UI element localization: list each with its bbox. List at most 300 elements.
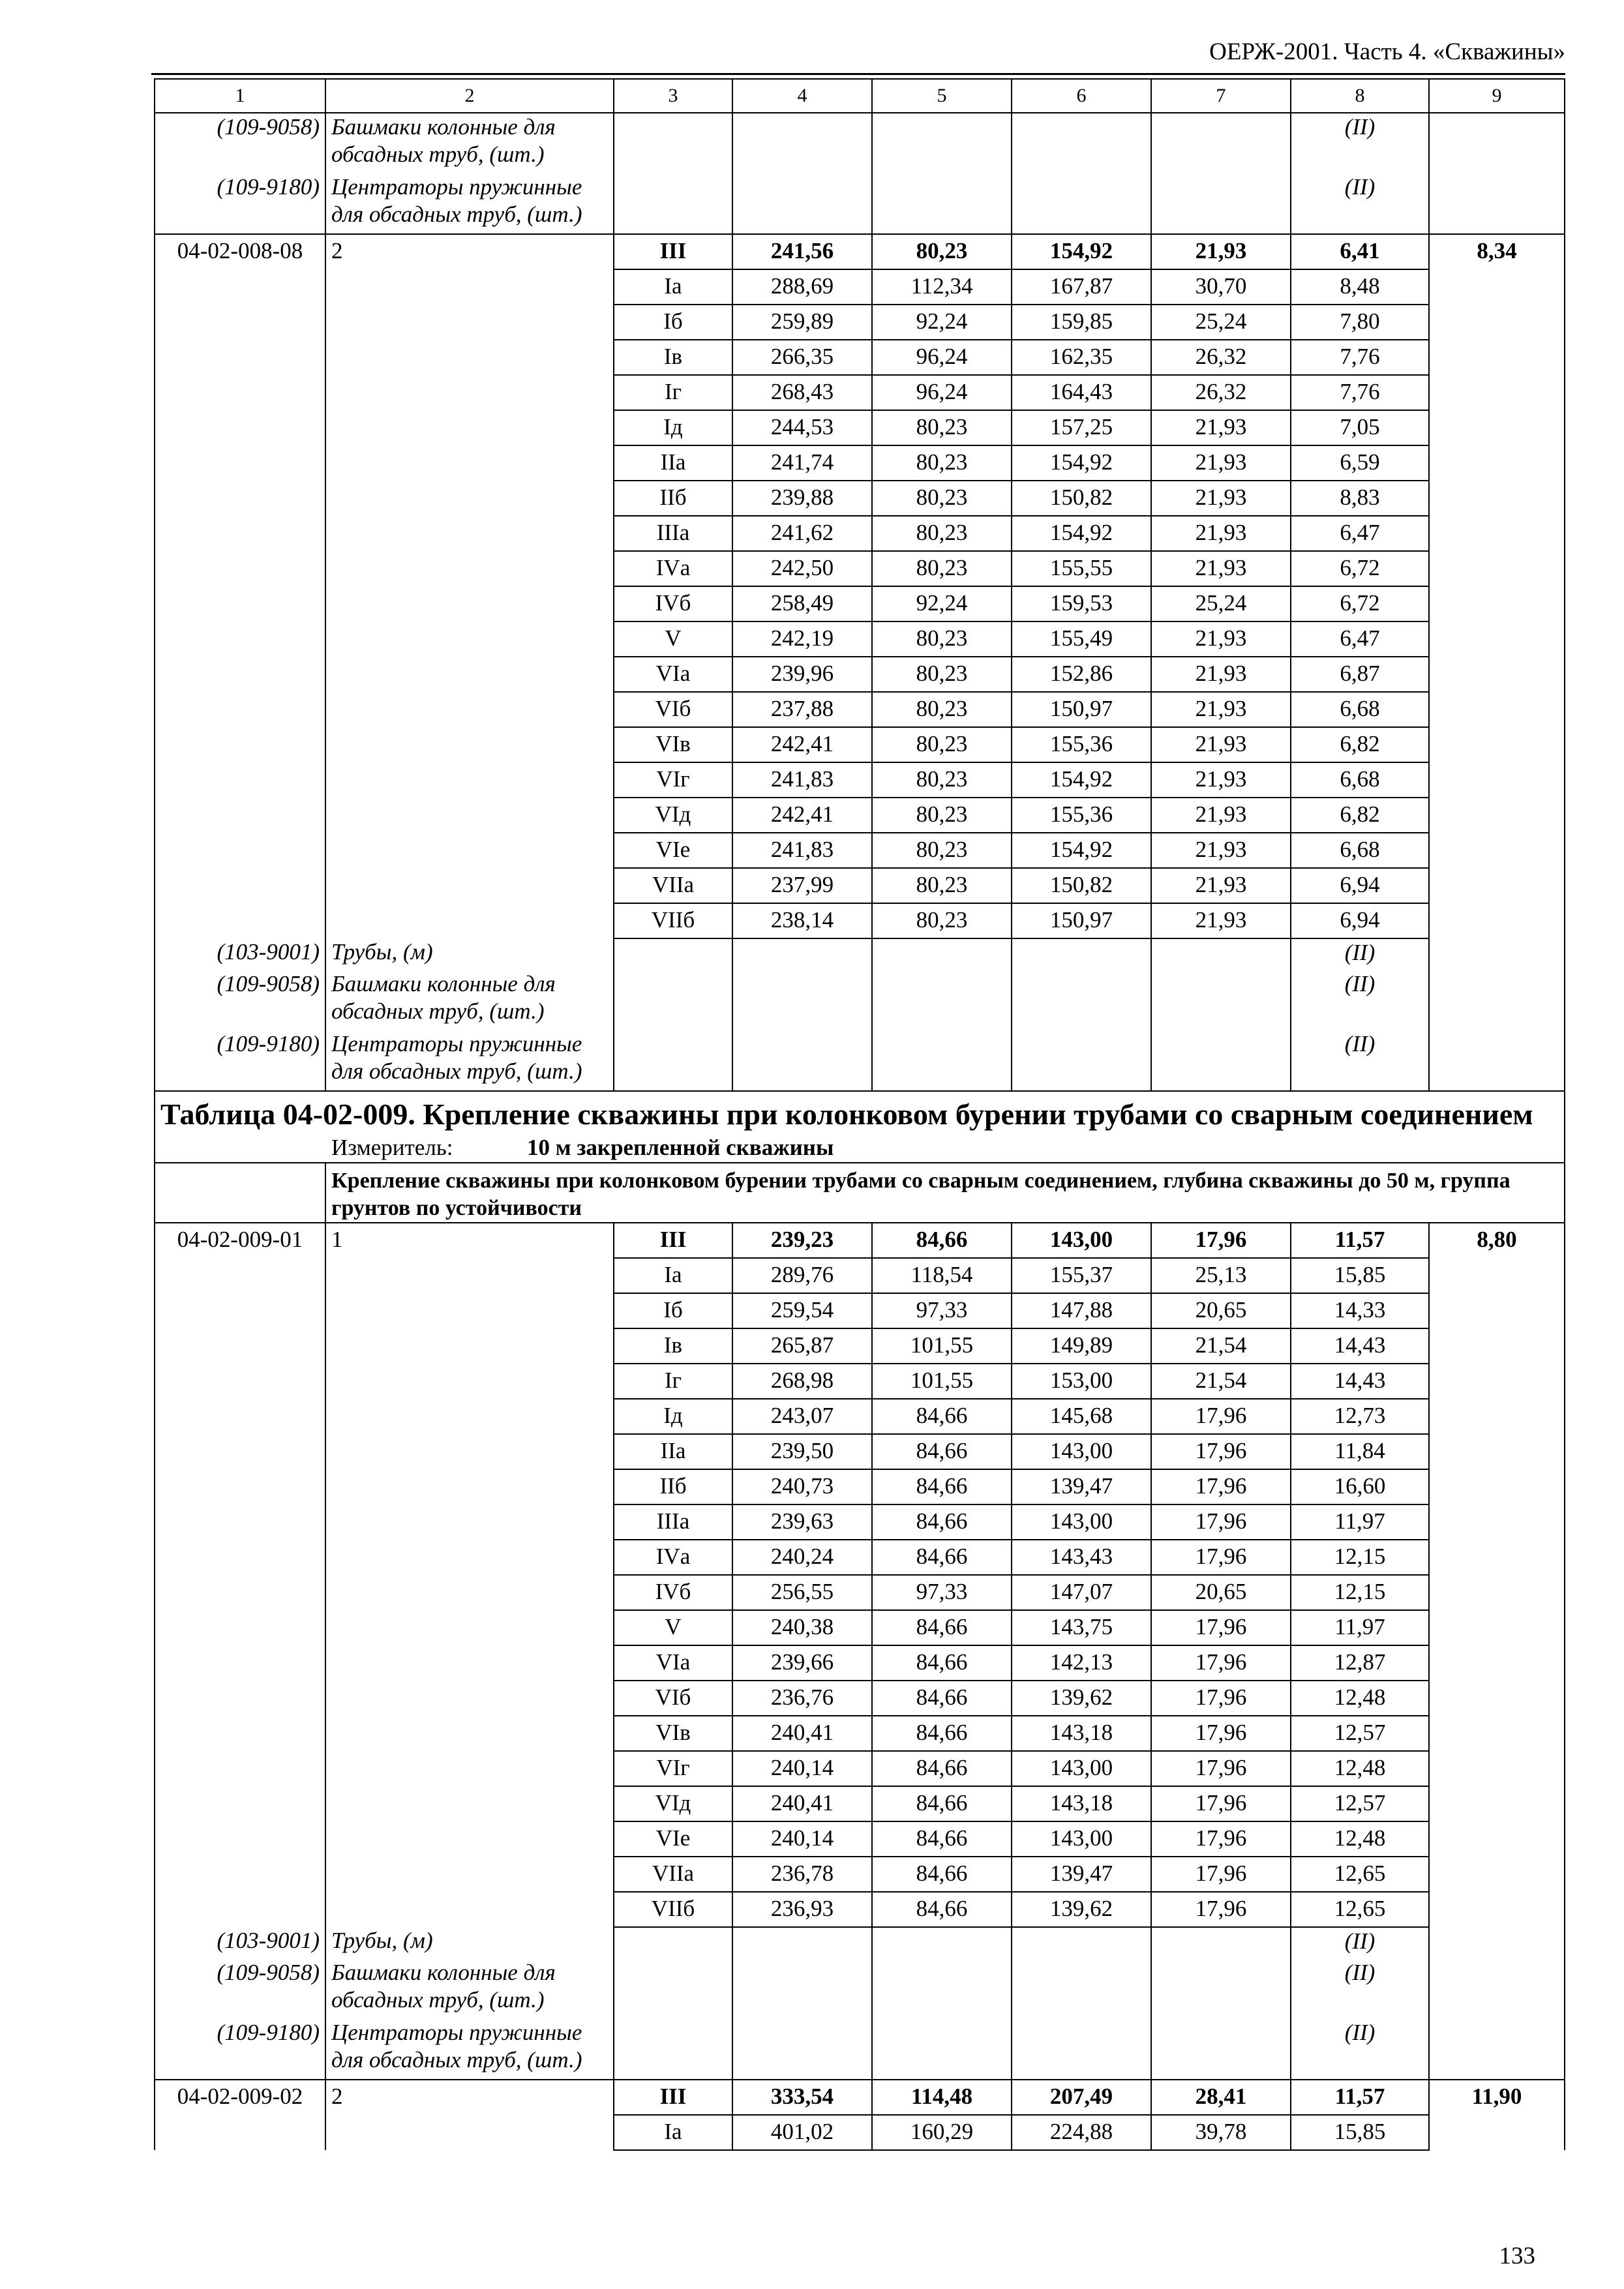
region-code: Iд [614,410,732,445]
resource-name [325,2019,614,2080]
empty-cell [872,1927,1012,1959]
norm-row [155,551,1565,586]
machine-cost: 143,00 [1012,1504,1151,1540]
machine-cost: 154,92 [1012,234,1151,269]
operator-wages: 20,65 [1151,1575,1291,1610]
empty-cell [325,621,614,657]
total-cost: 237,88 [732,692,872,727]
labor-cost: 84,66 [872,1751,1012,1786]
empty-cell [1012,1927,1151,1959]
labor-cost: 80,23 [872,445,1012,481]
machine-cost: 154,92 [1012,516,1151,551]
norm-row [155,1821,1565,1857]
labor-cost: 92,24 [872,305,1012,340]
resource-row [155,113,1565,173]
empty-cell [1429,1399,1565,1434]
empty-cell [325,762,614,798]
operator-wages: 17,96 [1151,1716,1291,1751]
resource-name-line: Трубы, (м) [331,939,433,965]
operator-wages: 21,93 [1151,798,1291,833]
empty-cell [155,1716,325,1751]
resource-row [155,173,1565,234]
norm-row [155,1223,1565,1258]
labor-cost: 80,23 [872,234,1012,269]
norm-row [155,340,1565,375]
empty-cell [155,1681,325,1716]
norm-row [155,657,1565,692]
machine-cost: 162,35 [1012,340,1151,375]
region-code: VIв [614,1716,732,1751]
empty-cell [325,657,614,692]
empty-cell [1429,1540,1565,1575]
materials-cost: 7,05 [1291,410,1429,445]
col-number: 8 [1291,79,1429,113]
total-cost: 240,73 [732,1469,872,1504]
norm-row [155,410,1565,445]
empty-cell [325,551,614,586]
total-cost: 333,54 [732,2080,872,2115]
empty-cell [614,1959,732,2019]
machine-cost: 147,07 [1012,1575,1151,1610]
region-code: VIб [614,692,732,727]
col-number: 6 [1012,79,1151,113]
empty-cell [1429,1610,1565,1645]
region-code: IIIа [614,1504,732,1540]
machine-cost: 154,92 [1012,762,1151,798]
total-cost: 241,74 [732,445,872,481]
empty-cell [325,481,614,516]
materials-cost: 6,68 [1291,762,1429,798]
labor-cost: 92,24 [872,586,1012,621]
total-cost: 239,23 [732,1223,872,1258]
total-cost: 239,96 [732,657,872,692]
total-cost: 259,54 [732,1293,872,1328]
operator-wages: 17,96 [1151,1751,1291,1786]
empty-cell [155,727,325,762]
labor-cost: 84,66 [872,1821,1012,1857]
empty-cell [325,1610,614,1645]
norm-code: 04-02-008-08 [155,234,325,269]
empty-cell [325,1504,614,1540]
region-code: VIд [614,798,732,833]
norm-row [155,305,1565,340]
empty-cell [325,1364,614,1399]
region-code: VIа [614,1645,732,1681]
empty-cell [1012,970,1151,1030]
empty-cell [872,173,1012,234]
empty-cell [155,1399,325,1434]
machine-cost: 155,55 [1012,551,1151,586]
norm-row [155,2080,1565,2115]
empty-cell [325,1328,614,1364]
region-code: Iа [614,1258,732,1293]
norm-row [155,1645,1565,1681]
materials-cost: 8,83 [1291,481,1429,516]
empty-cell [1429,481,1565,516]
empty-cell [325,1716,614,1751]
operator-wages: 21,93 [1151,657,1291,692]
empty-cell [325,445,614,481]
empty-cell [1429,2019,1565,2080]
rates-table [154,78,1565,2151]
region-code: VIг [614,1751,732,1786]
labor-cost: 118,54 [872,1258,1012,1293]
empty-cell [872,938,1012,970]
empty-cell [155,1293,325,1328]
norm-row [155,269,1565,305]
machine-cost: 154,92 [1012,445,1151,481]
labor-hours: 8,34 [1429,234,1565,269]
empty-cell [732,970,872,1030]
labor-cost: 80,23 [872,833,1012,868]
operator-wages: 21,93 [1151,833,1291,868]
resource-name [325,1030,614,1091]
empty-cell [155,1645,325,1681]
empty-cell [1429,833,1565,868]
empty-cell [325,727,614,762]
empty-cell [325,1892,614,1927]
materials-cost: 12,65 [1291,1857,1429,1892]
empty-cell [155,1504,325,1540]
header-rule [151,73,1565,75]
resource-class: (II) [1291,2019,1429,2080]
empty-cell [325,1293,614,1328]
empty-cell [155,1892,325,1927]
resource-class: (II) [1291,938,1429,970]
region-code: IVб [614,586,732,621]
machine-cost: 157,25 [1012,410,1151,445]
operator-wages: 20,65 [1151,1293,1291,1328]
total-cost: 244,53 [732,410,872,445]
labor-cost: 84,66 [872,1716,1012,1751]
resource-name-line: Башмаки колонные для [331,971,556,996]
total-cost: 266,35 [732,340,872,375]
empty-cell [1429,375,1565,410]
total-cost: 265,87 [732,1328,872,1364]
total-cost: 258,49 [732,586,872,621]
materials-cost: 7,80 [1291,305,1429,340]
materials-cost: 15,85 [1291,1258,1429,1293]
operator-wages: 17,96 [1151,1645,1291,1681]
machine-cost: 150,97 [1012,903,1151,938]
operator-wages: 17,96 [1151,1223,1291,1258]
empty-cell [1429,1575,1565,1610]
machine-cost: 159,85 [1012,305,1151,340]
norm-row [155,833,1565,868]
measure-label: Измеритель: [331,1135,453,1160]
materials-cost: 12,48 [1291,1821,1429,1857]
region-code: IVб [614,1575,732,1610]
materials-cost: 6,41 [1291,234,1429,269]
norm-row [155,1364,1565,1399]
operator-wages: 25,13 [1151,1258,1291,1293]
labor-cost: 80,23 [872,657,1012,692]
empty-cell [155,1364,325,1399]
region-code: VIIа [614,1857,732,1892]
labor-cost: 80,23 [872,798,1012,833]
region-code: V [614,1610,732,1645]
empty-cell [1429,868,1565,903]
machine-cost: 167,87 [1012,269,1151,305]
norm-row [155,1328,1565,1364]
resource-class: (II) [1291,1927,1429,1959]
empty-cell [325,692,614,727]
operator-wages: 21,93 [1151,481,1291,516]
machine-cost: 152,86 [1012,657,1151,692]
empty-cell [1012,1030,1151,1091]
empty-cell [155,1821,325,1857]
machine-cost: 150,82 [1012,481,1151,516]
operator-wages: 26,32 [1151,375,1291,410]
empty-cell [614,938,732,970]
materials-cost: 7,76 [1291,375,1429,410]
machine-cost: 147,88 [1012,1293,1151,1328]
empty-cell [325,305,614,340]
region-code: III [614,234,732,269]
empty-cell [872,1030,1012,1091]
empty-cell [325,375,614,410]
norm-row [155,516,1565,551]
machine-cost: 150,82 [1012,868,1151,903]
region-code: VIб [614,1681,732,1716]
page-number: 133 [1499,2243,1535,2269]
labor-cost: 114,48 [872,2080,1012,2115]
operator-wages: 17,96 [1151,1399,1291,1434]
operator-wages: 21,54 [1151,1364,1291,1399]
materials-cost: 6,87 [1291,657,1429,692]
materials-cost: 6,82 [1291,798,1429,833]
empty-cell [1429,798,1565,833]
region-code: IIIа [614,516,732,551]
labor-cost: 96,24 [872,340,1012,375]
empty-cell [1429,1328,1565,1364]
resource-code: (109-9180) [155,2019,325,2080]
machine-cost: 145,68 [1012,1399,1151,1434]
empty-cell [325,1540,614,1575]
resource-class: (II) [1291,1959,1429,2019]
labor-cost: 80,23 [872,903,1012,938]
materials-cost: 14,43 [1291,1328,1429,1364]
region-code: IVа [614,551,732,586]
labor-cost: 80,23 [872,692,1012,727]
machine-cost: 139,47 [1012,1469,1151,1504]
operator-wages: 25,24 [1151,305,1291,340]
region-code: VIд [614,1786,732,1821]
empty-cell [614,970,732,1030]
norm-row [155,1857,1565,1892]
empty-cell [155,375,325,410]
empty-cell [1429,692,1565,727]
empty-cell [155,1434,325,1469]
resource-class: (II) [1291,113,1429,173]
total-cost: 240,14 [732,1821,872,1857]
resource-name-line: обсадных труб, (шт.) [331,1987,545,2012]
resource-name-line: для обсадных труб, (шт.) [331,2047,582,2072]
empty-cell [1151,173,1291,234]
labor-cost: 84,66 [872,1645,1012,1681]
total-cost: 242,41 [732,798,872,833]
empty-cell [614,113,732,173]
labor-cost: 96,24 [872,375,1012,410]
labor-cost: 84,66 [872,1786,1012,1821]
total-cost: 243,07 [732,1399,872,1434]
empty-cell [1429,1786,1565,1821]
empty-cell [325,340,614,375]
empty-cell [155,481,325,516]
total-cost: 241,83 [732,833,872,868]
materials-cost: 11,57 [1291,1223,1429,1258]
materials-cost: 6,94 [1291,868,1429,903]
norm-row [155,1258,1565,1293]
region-code: VIIа [614,868,732,903]
labor-cost: 97,33 [872,1293,1012,1328]
materials-cost: 6,59 [1291,445,1429,481]
labor-cost: 112,34 [872,269,1012,305]
materials-cost: 6,72 [1291,586,1429,621]
materials-cost: 11,57 [1291,2080,1429,2115]
empty-cell [155,1328,325,1364]
machine-cost: 155,36 [1012,727,1151,762]
empty-cell [1429,1434,1565,1469]
region-code: VIг [614,762,732,798]
operator-wages: 17,96 [1151,1610,1291,1645]
machine-cost: 143,43 [1012,1540,1151,1575]
resource-row [155,938,1565,970]
machine-cost: 154,92 [1012,833,1151,868]
empty-cell [1429,410,1565,445]
section-row [155,1163,1565,1223]
total-cost: 289,76 [732,1258,872,1293]
empty-cell [1429,551,1565,586]
norm-row [155,375,1565,410]
column-number-row [155,79,1565,113]
empty-cell [155,1857,325,1892]
operator-wages: 21,93 [1151,234,1291,269]
resource-class: (II) [1291,970,1429,1030]
empty-cell [1429,2115,1565,2150]
machine-cost: 143,00 [1012,1223,1151,1258]
machine-cost: 143,18 [1012,1716,1151,1751]
empty-cell [614,2019,732,2080]
empty-cell [1429,621,1565,657]
empty-cell [1429,938,1565,970]
empty-cell [325,1645,614,1681]
materials-cost: 6,68 [1291,833,1429,868]
empty-cell [155,445,325,481]
resource-name-line: Трубы, (м) [331,1928,433,1953]
labor-cost: 84,66 [872,1540,1012,1575]
region-code: Iв [614,340,732,375]
empty-cell [325,1751,614,1786]
empty-cell [1151,1927,1291,1959]
total-cost: 239,66 [732,1645,872,1681]
total-cost: 237,99 [732,868,872,903]
empty-cell [614,1030,732,1091]
empty-cell [155,762,325,798]
total-cost: 239,50 [732,1434,872,1469]
materials-cost: 12,57 [1291,1716,1429,1751]
region-code: IVа [614,1540,732,1575]
total-cost: 236,76 [732,1681,872,1716]
region-code: VIIб [614,903,732,938]
machine-cost: 143,00 [1012,1751,1151,1786]
page-header: ОЕРЖ-2001. Часть 4. «Скважины» [1209,38,1565,65]
empty-cell [872,113,1012,173]
materials-cost: 11,97 [1291,1610,1429,1645]
empty-cell [325,798,614,833]
norm-row [155,903,1565,938]
machine-cost: 155,49 [1012,621,1151,657]
region-code: IIб [614,481,732,516]
machine-cost: 224,88 [1012,2115,1151,2150]
operator-wages: 21,93 [1151,903,1291,938]
resource-code: (103-9001) [155,1927,325,1959]
materials-cost: 12,48 [1291,1681,1429,1716]
norm-row [155,727,1565,762]
norm-row [155,1293,1565,1328]
empty-cell [155,868,325,903]
resource-code: (109-9180) [155,173,325,234]
empty-cell [155,410,325,445]
empty-cell [732,2019,872,2080]
materials-cost: 12,87 [1291,1645,1429,1681]
norm-row [155,798,1565,833]
resource-row [155,1959,1565,2019]
empty-cell [1429,970,1565,1030]
norm-row [155,1540,1565,1575]
empty-cell [155,621,325,657]
region-code: Iд [614,1399,732,1434]
empty-cell [1151,970,1291,1030]
total-cost: 241,56 [732,234,872,269]
norm-row [155,2115,1565,2150]
empty-cell [1012,1959,1151,2019]
empty-cell [1429,1821,1565,1857]
region-code: Iб [614,1293,732,1328]
norm-row [155,692,1565,727]
region-code: III [614,1223,732,1258]
empty-cell [1429,1927,1565,1959]
operator-wages: 21,93 [1151,868,1291,903]
total-cost: 242,50 [732,551,872,586]
operator-wages: 21,93 [1151,551,1291,586]
total-cost: 240,14 [732,1751,872,1786]
empty-cell [872,1959,1012,2019]
region-code: Iа [614,269,732,305]
empty-cell [325,833,614,868]
region-code: Iв [614,1328,732,1364]
empty-cell [1429,1716,1565,1751]
empty-cell [1429,269,1565,305]
machine-cost: 143,00 [1012,1821,1151,1857]
empty-cell [1429,1681,1565,1716]
empty-cell [1429,1857,1565,1892]
empty-cell [732,1927,872,1959]
empty-cell [325,1575,614,1610]
total-cost: 236,78 [732,1857,872,1892]
empty-cell [1012,113,1151,173]
region-code: Iг [614,375,732,410]
labor-hours: 11,90 [1429,2080,1565,2115]
empty-cell [1012,173,1151,234]
total-cost: 240,41 [732,1786,872,1821]
total-cost: 288,69 [732,269,872,305]
machine-cost: 143,75 [1012,1610,1151,1645]
region-code: III [614,2080,732,2115]
materials-cost: 6,82 [1291,727,1429,762]
empty-cell [325,516,614,551]
total-cost: 239,88 [732,481,872,516]
